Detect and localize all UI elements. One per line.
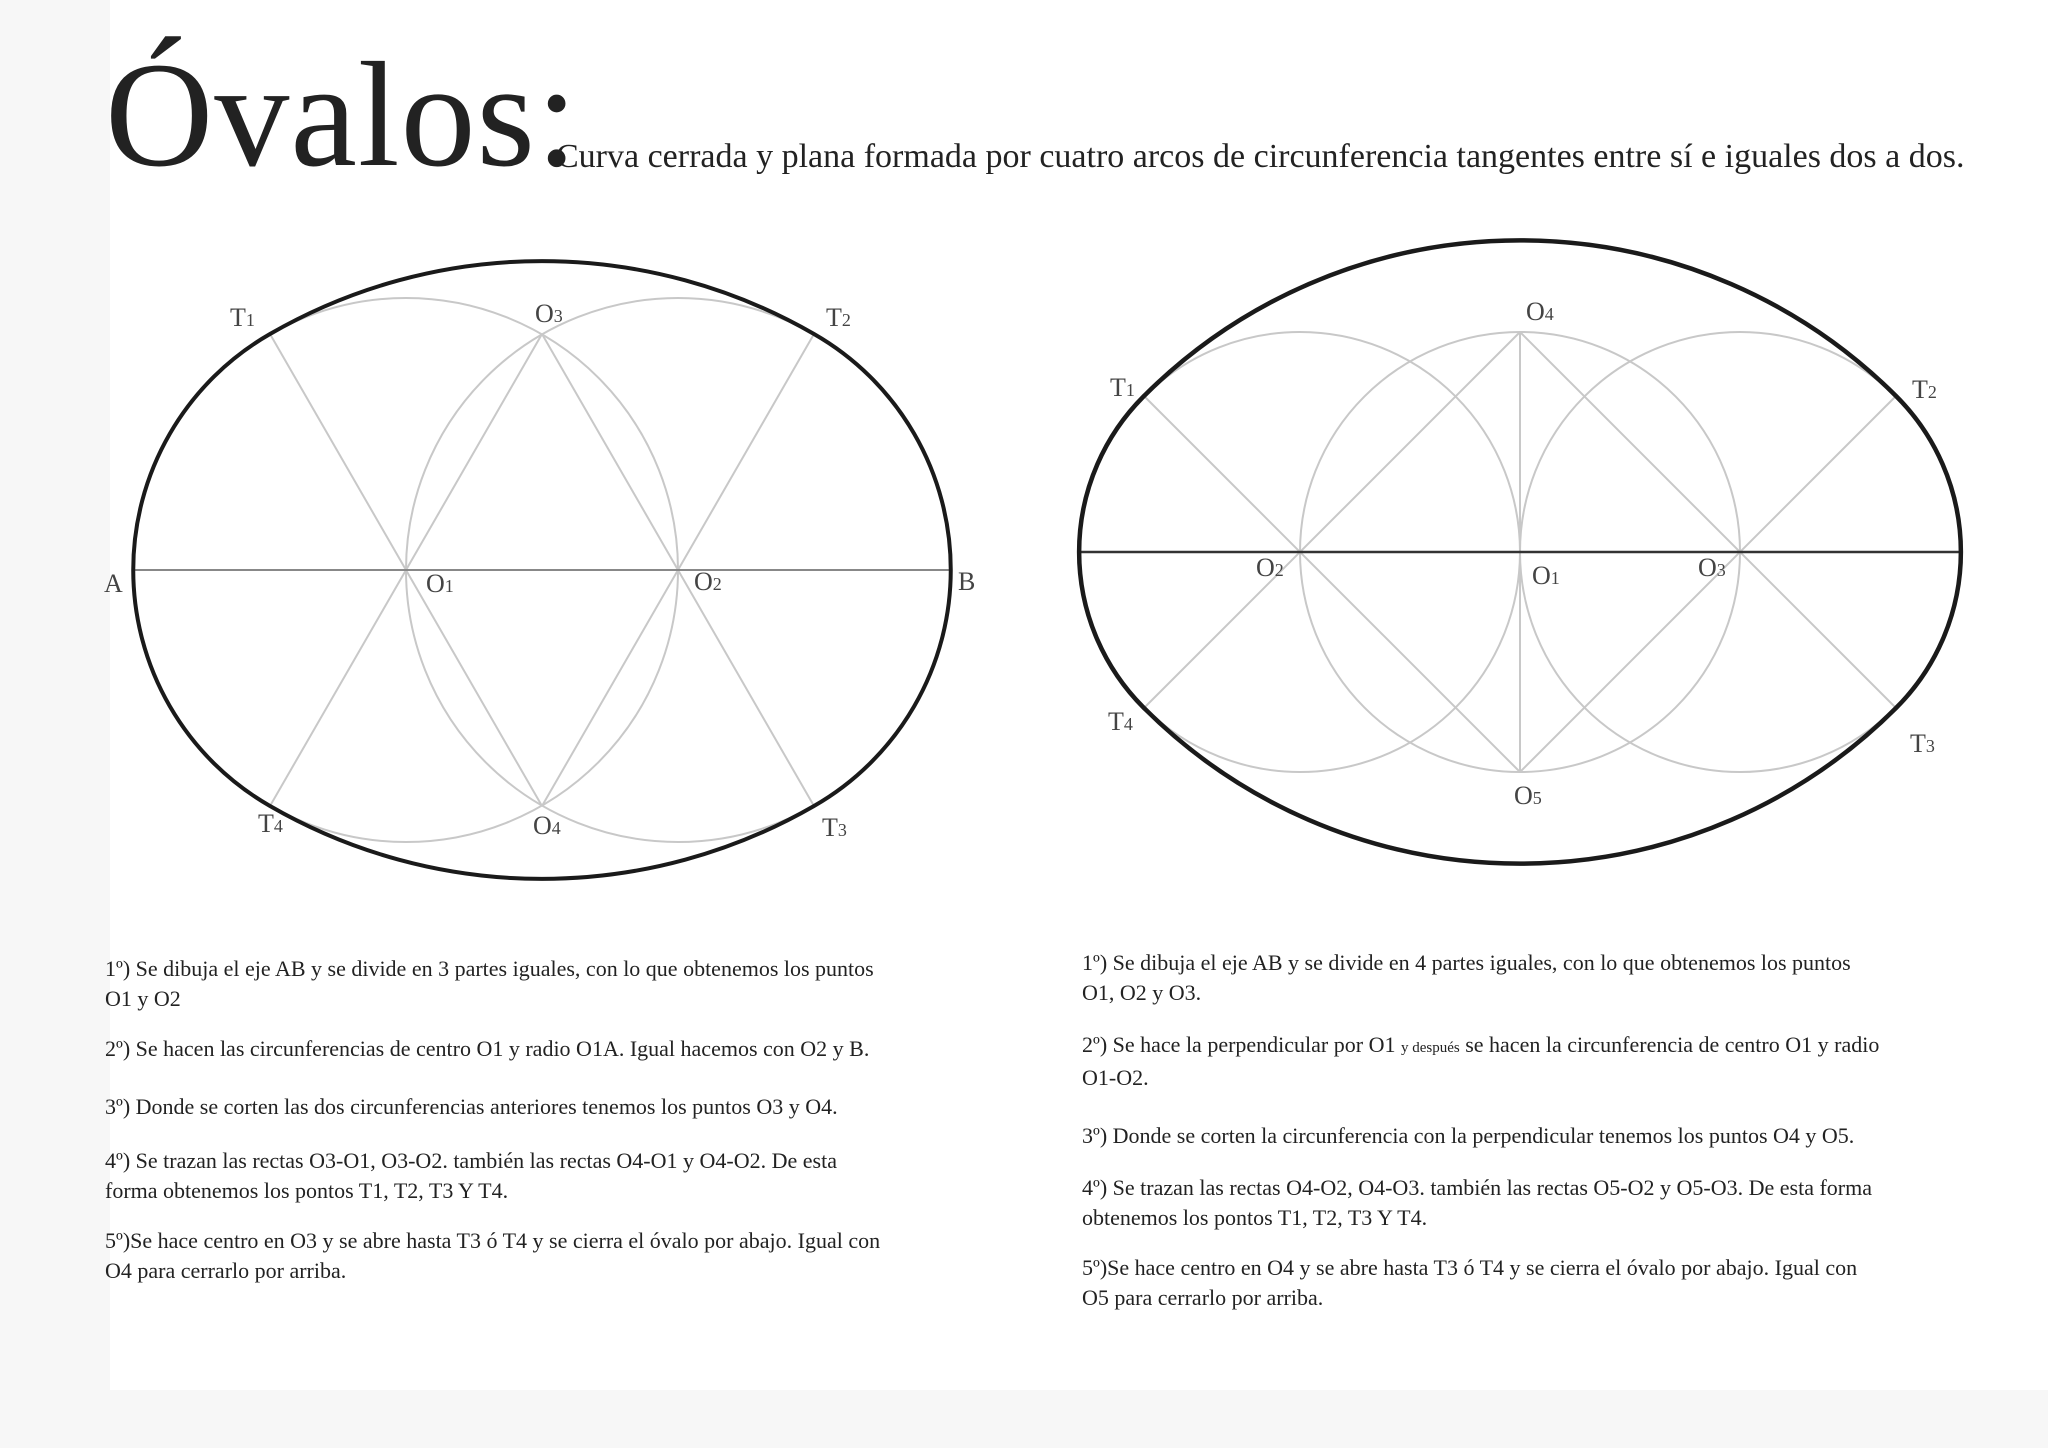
right-label-o3: O3 bbox=[1698, 553, 1726, 582]
right-label-o4: O4 bbox=[1526, 297, 1554, 326]
step-left-2: 2º) Se hacen las circunferencias de centro O1 y radio O1A. Igual hacemos con O2 y B. bbox=[105, 1036, 870, 1061]
right-line-o4-t3 bbox=[1520, 332, 1896, 708]
left-label-o2: O2 bbox=[694, 567, 722, 596]
steps-left bbox=[105, 954, 885, 1286]
step-left-5: 5º)Se hace centro en O3 y se abre hasta T3 ó T4 y se cierra el óvalo por abajo. Igual con O4 para cerrarlo por arriba. bbox=[105, 1228, 881, 1283]
left-label-t3: T3 bbox=[822, 813, 847, 842]
right-label-t1: T1 bbox=[1110, 373, 1135, 402]
left-label-o1: O1 bbox=[426, 569, 454, 598]
step-right-1: 1º) Se dibuja el eje AB y se divide en 4 partes iguales, con lo que obtenemos los puntos O1, O2 y O3. bbox=[1082, 950, 1851, 1005]
right-label-t3: T3 bbox=[1910, 729, 1935, 758]
right-line-o5-t2 bbox=[1520, 396, 1896, 772]
page-subtitle: Curva cerrada y plana formada por cuatro arcos de circunferencia tangentes entre sí e iguales dos a dos. bbox=[556, 138, 1965, 175]
left-label-a: A bbox=[104, 569, 123, 598]
step-left-4: 4º) Se trazan las rectas O3-O1, O3-O2. también las rectas O4-O1 y O4-O2. De esta forma obtenemos los pontos T1, T2, T3 Y T4. bbox=[105, 1148, 837, 1203]
right-label-o2: O2 bbox=[1256, 553, 1284, 582]
step-left-3: 3º) Donde se corten las dos circunferencias anteriores tenemos los puntos O3 y O4. bbox=[105, 1094, 838, 1119]
step-left-1: 1º) Se dibuja el eje AB y se divide en 3 partes iguales, con lo que obtenemos los puntos O1 y O2 bbox=[105, 956, 874, 1011]
page-title: Óvalos: bbox=[105, 32, 579, 198]
right-label-o1: O1 bbox=[1532, 561, 1560, 590]
right-label-o5: O5 bbox=[1514, 781, 1542, 810]
step-right-4: 4º) Se trazan las rectas O4-O2, O4-O3. también las rectas O5-O2 y O5-O3. De esta forma obtenemos los pontos T1, T2, T3 Y T4. bbox=[1082, 1175, 1873, 1230]
left-label-t1: T1 bbox=[230, 303, 255, 332]
right-label-t2: T2 bbox=[1912, 375, 1937, 404]
left-label-t4: T4 bbox=[258, 809, 283, 838]
steps-right bbox=[1082, 948, 1882, 1313]
left-label-b: B bbox=[958, 567, 976, 596]
step-right-3: 3º) Donde se corten la circunferencia con la perpendicular tenemos los puntos O4 y O5. bbox=[1082, 1123, 1855, 1148]
right-line-o5-t1 bbox=[1144, 396, 1520, 772]
left-label-o4: O4 bbox=[533, 811, 561, 840]
step-right-2: 2º) Se hace la perpendicular por O1 y después se hacen la circunferencia de centro O1 y radio O1-O2. bbox=[1082, 1032, 1880, 1090]
left-label-o3: O3 bbox=[535, 299, 563, 328]
step-right-5: 5º)Se hace centro en O4 y se abre hasta T3 ó T4 y se cierra el óvalo por abajo. Igual con O5 para cerrarlo por arriba. bbox=[1082, 1255, 1858, 1310]
right-line-o4-t4 bbox=[1144, 332, 1520, 708]
left-label-t2: T2 bbox=[826, 303, 851, 332]
right-label-t4: T4 bbox=[1108, 707, 1133, 736]
